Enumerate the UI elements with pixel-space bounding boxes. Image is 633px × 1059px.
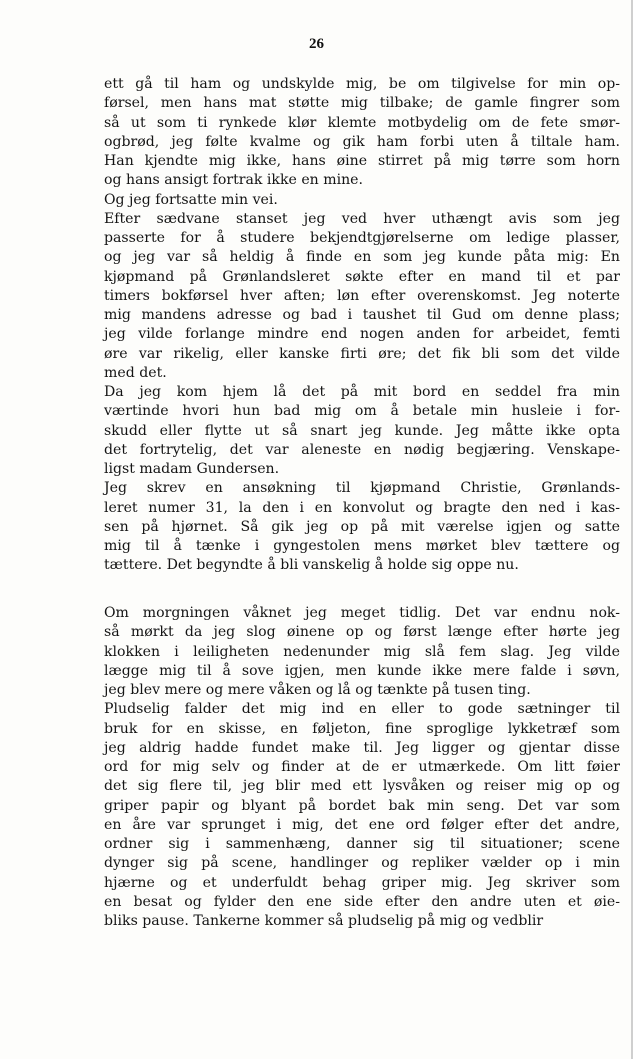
text-line: Om morgningen våknet jeg meget tidlig. Det var endnu nok- <box>104 605 620 621</box>
text-line: Jeg skrev en ansøkning til kjøpmand Christie, Grønlands- <box>104 480 620 497</box>
text-line: hjærne og et underfuldt behag griper mig. Jeg skriver som <box>104 874 620 891</box>
text-line: mig mandens adresse og bad i taushet til Gud om denne plass; <box>104 307 620 323</box>
text-line: Efter sædvane stanset jeg ved hver uthængt avis som jeg <box>104 210 620 227</box>
text-line: klokken i leiligheten nedenunder mig slå fem slag. Jeg vilde <box>104 643 620 660</box>
text-line: dynger sig på scene, handlinger og repliker vælder op i min <box>104 855 620 872</box>
text-line: leret numer 31, la den i en konvolut og bragte den ned i kas- <box>104 499 620 516</box>
text-line: ogbrød, jeg følte kvalme og gik ham forbi uten å tiltale ham. <box>104 133 620 150</box>
text-line: Da jeg kom hjem lå det på mit bord en seddel fra min <box>104 384 620 400</box>
text-line: en åre var sprunget i mig, det ene ord følger efter det andre, <box>104 816 620 833</box>
text-line: jeg aldrig hadde fundet make til. Jeg ligger og gjentar disse <box>104 739 620 756</box>
text-line: en besat og fylder den ene side efter den andre uten et øie- <box>104 893 620 910</box>
text-line: ord for mig selv og finder at de er utmærkede. Om litt føier <box>104 759 620 775</box>
text-line: værtinde hvori hun bad mig om å betale min husleie i for- <box>104 403 620 420</box>
text-line: bruk for en skisse, en føljeton, fine sproglige lykketræf som <box>104 720 620 737</box>
text-line: så mørkt da jeg slog øinene op og først længe efter hørte jeg <box>104 624 620 641</box>
text-line: jeg blev mere og mere våken og lå og tænkte på tusen ting. <box>104 682 531 698</box>
text-line: og jeg var så heldig å finde en som jeg kunde påta mig: En <box>104 249 620 266</box>
text-line: lægge mig til å sove igjen, men kunde ikke mere falde i søvn, <box>104 662 620 679</box>
text-line: jeg vilde forlange mindre end nogen anden for arbeidet, femti <box>104 326 620 343</box>
text-line: Han kjendte mig ikke, hans øine stirret på mig tørre som horn <box>104 153 620 169</box>
text-line: så ut som ti rynkede klør klemte motbydelig om de fete smør- <box>104 114 620 131</box>
text-line: timers bokførsel hver aften; løn efter overenskomst. Jeg noterte <box>104 287 620 304</box>
text-line: det fortrytelig, det var aleneste en nødig begjæring. Venskape- <box>104 441 620 458</box>
page-number: 26 <box>309 36 324 52</box>
text-line: passerte for å studere bekjendtgjørelserne om ledige plasser, <box>104 230 620 246</box>
text-line: tættere. Det begyndte å bli vanskelig å holde sig oppe nu. <box>104 557 519 574</box>
text-section-2 <box>104 604 620 931</box>
text-line: ett gå til ham og undskylde mig, be om tilgivelse for min op- <box>104 76 620 92</box>
text-section-1 <box>104 75 620 576</box>
text-line: mig til å tænke i gyngestolen mens mørket blev tættere og <box>104 538 620 554</box>
text-line: det sig flere til, jeg blir med ett lysvåken og reiser mig op og <box>104 778 620 795</box>
text-line: griper papir og blyant på bordet bak min seng. Det var som <box>104 797 620 814</box>
text-line: skudd eller flytte ut så snart jeg kunde. Jeg måtte ikke opta <box>104 422 620 439</box>
text-line: Pludselig falder det mig ind en eller to gode sætninger til <box>104 701 620 718</box>
text-line: og hans ansigt fortrak ikke en mine. <box>104 172 363 189</box>
text-line: Og jeg fortsatte min vei. <box>104 191 278 208</box>
text-line: øre var rikelig, eller kanske firti øre; det fik bli som det vilde <box>104 345 620 362</box>
text-line: bliks pause. Tankerne kommer så pludselig på mig og vedblir <box>104 913 544 929</box>
text-line: kjøpmand på Grønlandsleret søkte efter en mand til et par <box>104 268 620 285</box>
text-line: sen på hjørnet. Så gik jeg op på mit værelse igjen og satte <box>104 518 620 535</box>
text-line: ordner sig i sammenhæng, danner sig til situationer; scene <box>104 836 620 852</box>
text-line: førsel, men hans mat støtte mig tilbake; de gamle fingrer som <box>104 95 620 112</box>
text-line: med det. <box>104 364 167 381</box>
text-line: ligst madam Gundersen. <box>104 461 280 477</box>
